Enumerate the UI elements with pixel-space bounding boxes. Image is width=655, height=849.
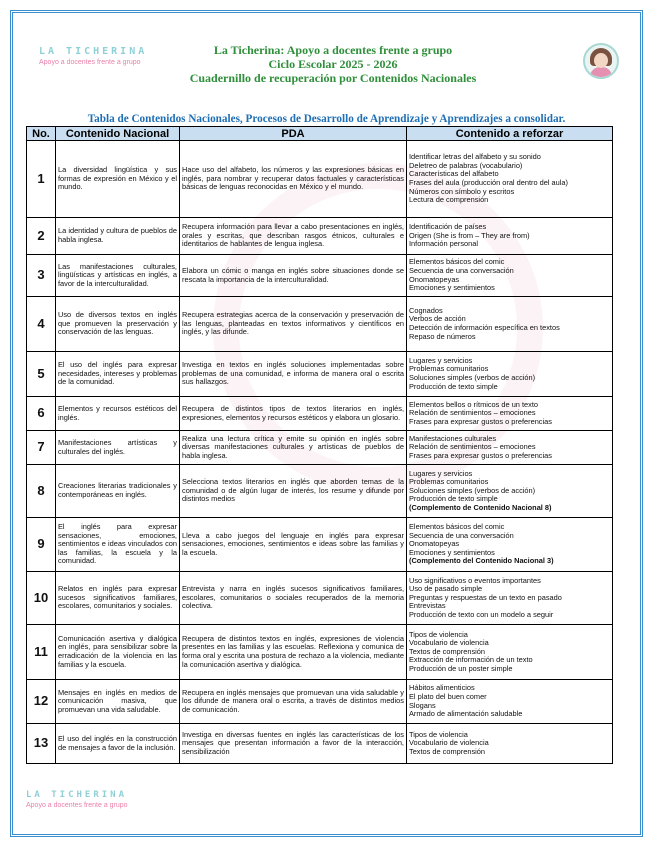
row-number: 11 [27, 625, 56, 680]
contenido-nacional-cell: Manifestaciones artísticas y culturales del inglés. [56, 431, 180, 465]
contenido-nacional-cell: La diversidad lingüística y sus formas de expresión en México y el mundo. [56, 141, 180, 218]
contenido-reforzar-cell [407, 431, 613, 465]
reforzar-item: Emociones y sentimientos [409, 547, 495, 557]
reforzar-item: Textos de comprensión [409, 646, 485, 656]
reforzar-item: Problemas comunitarios [409, 364, 489, 374]
table-row [27, 255, 613, 297]
reforzar-item: Frases para expresar gustos o preferencias [409, 450, 552, 460]
contenido-reforzar-cell [407, 297, 613, 352]
reforzar-item: Hábitos alimenticios [409, 683, 475, 693]
pda-cell: Recupera estrategias acerca de la conservación y preservación de las lenguas, planteadas en textos informativos y científicos en inglés, y las difunde. [180, 297, 407, 352]
reforzar-item: Uso significativos o eventos importantes [409, 575, 541, 585]
complement-note: (Complemento del Contenido Nacional 3) [409, 556, 554, 566]
reforzar-item: Deletreo de palabras (vocabulario) [409, 160, 523, 170]
reforzar-item: Identificar letras del alfabeto y su sonido [409, 152, 541, 162]
reforzar-item: Armado de alimentación saludable [409, 709, 523, 719]
row-number: 5 [27, 352, 56, 397]
pda-cell: Realiza una lectura crítica y emite su opinión en inglés sobre diversas manifestaciones culturales y artísticas de pueblos de habla inglesa. [180, 431, 407, 465]
logo-subtitle: Apoyo a docentes frente a grupo [39, 59, 141, 66]
reforzar-item: Elementos básicos del comic [409, 522, 505, 532]
row-number: 6 [27, 397, 56, 431]
pda-cell: Elabora un cómic o manga en inglés sobre situaciones donde se rescata la importancia de la interculturalidad. [180, 255, 407, 297]
row-number: 12 [27, 680, 56, 724]
pda-cell: Recupera información para llevar a cabo presentaciones en inglés, orales y escritas, que describan rasgos étnicos, culturales e identitarios de hablantes de lengua inglesa. [180, 218, 407, 255]
header-title-1: La Ticherina: Apoyo a docentes frente a grupo [213, 43, 453, 57]
table-row [27, 680, 613, 724]
contenido-reforzar-cell [407, 218, 613, 255]
contenido-reforzar-cell [407, 352, 613, 397]
row-number: 8 [27, 465, 56, 518]
reforzar-item: Manifestaciones culturales [409, 433, 497, 443]
row-number: 10 [27, 572, 56, 625]
reforzar-item: Producción de un poster simple [409, 663, 513, 673]
row-number: 7 [27, 431, 56, 465]
reforzar-item: Vocabulario de violencia [409, 738, 489, 748]
logo-text: LA TICHERINA [39, 46, 148, 57]
reforzar-item: Entrevistas [409, 601, 446, 611]
pda-cell: Recupera de distintos textos en inglés, expresiones de violencia presentes en las familias y las escuelas. Reflexiona y comunica de forma oral y escrita una postura de rechazo a la violencia, mediante la comunicación asertiva y dialógica. [180, 625, 407, 680]
row-number: 3 [27, 255, 56, 297]
reforzar-item: Soluciones simples (verbos de acción) [409, 485, 536, 495]
reforzar-item: Elementos básicos del comic [409, 257, 505, 267]
row-number: 1 [27, 141, 56, 218]
header-titles [163, 43, 503, 85]
reforzar-item: Frases para expresar gustos o preferencias [409, 416, 552, 426]
reforzar-item: Textos de comprensión [409, 746, 485, 756]
contenido-reforzar-cell [407, 724, 613, 764]
table-row [27, 352, 613, 397]
row-number: 4 [27, 297, 56, 352]
reforzar-item: Frases del aula (producción oral dentro del aula) [409, 178, 568, 187]
pda-cell: Investiga en diversas fuentes en inglés las características de los mensajes que presentan información a favor de la interacción, sensibilización [180, 724, 407, 764]
reforzar-item: Onomatopeyas [409, 539, 460, 549]
pda-cell: Selecciona textos literarios en inglés que aborden temas de la comunidad o de algún lugar de interés, los resume y difunde por distintos medios [180, 465, 407, 518]
reforzar-item: Características del alfabeto [409, 169, 499, 179]
contenido-reforzar-cell [407, 625, 613, 680]
table-row [27, 218, 613, 255]
pda-cell: Hace uso del alfabeto, los números y las expresiones básicas en inglés, para nombrar y recuperar datos factuales y características básicas de lenguas reconocidas en México y el mundo. [180, 141, 407, 218]
reforzar-item: Números con símbolo y escritos [409, 186, 515, 196]
reforzar-item: Lugares y servicios [409, 355, 473, 365]
contenido-reforzar-cell [407, 255, 613, 297]
header-title-2: Ciclo Escolar 2025 - 2026 [268, 57, 398, 71]
reforzar-item: Cognados [409, 305, 443, 315]
table-row [27, 572, 613, 625]
reforzar-item: Emociones y sentimientos [409, 283, 495, 293]
reforzar-item: Relación de sentimientos – emociones [409, 442, 536, 452]
contents-table [26, 126, 613, 764]
reforzar-item: Vocabulario de violencia [409, 638, 489, 648]
page-header [13, 13, 640, 108]
reforzar-item: El plato del buen comer [409, 691, 487, 701]
contenido-reforzar-cell [407, 518, 613, 572]
table-row [27, 465, 613, 518]
table-title: Tabla de Contenidos Nacionales, Procesos de Desarrollo de Aprendizaje y Aprendizajes a consolidar. [87, 113, 566, 125]
table-row [27, 625, 613, 680]
table-row [27, 724, 613, 764]
contenido-reforzar-cell [407, 572, 613, 625]
contenido-nacional-cell: Creaciones literarias tradicionales y contemporáneas en inglés. [56, 465, 180, 518]
col-header-reforzar: Contenido a reforzar [407, 127, 613, 141]
contenido-reforzar-cell [407, 680, 613, 724]
row-number: 13 [27, 724, 56, 764]
reforzar-item: Preguntas y respuestas de un texto en pasado [409, 592, 562, 602]
table-row [27, 431, 613, 465]
reforzar-item: Secuencia de una conversación [409, 530, 514, 540]
contenido-nacional-cell: Elementos y recursos estéticos del inglés. [56, 397, 180, 431]
pda-cell: Recupera de distintos tipos de textos literarios en inglés, expresiones, elementos y recursos estéticos y elabora un glosario. [180, 397, 407, 431]
footer-logo-text: LA TICHERINA [26, 790, 128, 800]
col-header-pda: PDA [180, 127, 407, 141]
contenido-nacional-cell: El inglés para expresar sensaciones, emociones, sentimientos e ideas vinculados con las familias, la escuela y la comunidad. [56, 518, 180, 572]
reforzar-item: Origen (She is from – They are from) [409, 230, 530, 240]
row-number: 9 [27, 518, 56, 572]
contenido-nacional-cell: El uso del inglés para expresar necesidades, intereses y problemas de la comunidad. [56, 352, 180, 397]
reforzar-item: Producción de texto simple [409, 381, 498, 391]
reforzar-item: Identificación de países [409, 222, 487, 232]
contenido-reforzar-cell [407, 397, 613, 431]
contenido-reforzar-cell [407, 141, 613, 218]
page-footer [26, 790, 128, 809]
contenido-nacional-cell: La identidad y cultura de pueblos de habla inglesa. [56, 218, 180, 255]
contenido-nacional-cell: Las manifestaciones culturales, lingüísticas y artísticas en inglés, a favor de la interculturalidad. [56, 255, 180, 297]
reforzar-item: Soluciones simples (verbos de acción) [409, 373, 536, 382]
table-row [27, 141, 613, 218]
reforzar-item: Extracción de información de un texto [409, 655, 533, 665]
pda-cell: Recupera en inglés mensajes que promuevan una vida saludable y los difunde de manera oral o escrita, a través de distintos medios de comunicación. [180, 680, 407, 724]
footer-logo-subtitle: Apoyo a docentes frente a grupo [26, 802, 128, 809]
pda-cell: Investiga en textos en inglés soluciones implementadas sobre problemas de una comunidad, e informa de manera oral o escrita sus hallazgos. [180, 352, 407, 397]
reforzar-item: Lectura de comprensión [409, 195, 489, 205]
col-header-contenido: Contenido Nacional [56, 127, 180, 141]
reforzar-item: Información personal [409, 239, 479, 249]
reforzar-item: Problemas comunitarios [409, 477, 489, 487]
table-header-row [27, 127, 613, 141]
table-row [27, 297, 613, 352]
col-header-no: No. [27, 127, 56, 141]
table-row [27, 397, 613, 431]
reforzar-item: Producción de texto con un modelo a seguir [409, 609, 554, 619]
contenido-nacional-cell: Uso de diversos textos en inglés que promueven la preservación y conservación de las lenguas. [56, 297, 180, 352]
row-number: 2 [27, 218, 56, 255]
reforzar-item: Relación de sentimientos – emociones [409, 408, 536, 418]
reforzar-item: Elementos bellos o rítmicos de un texto [409, 399, 538, 409]
contenido-nacional-cell: El uso del inglés en la construcción de mensajes a favor de la inclusión. [56, 724, 180, 764]
avatar-icon [583, 43, 619, 79]
header-title-3: Cuadernillo de recuperación por Contenidos Nacionales [189, 71, 477, 85]
contenido-nacional-cell: Mensajes en inglés en medios de comunicación masiva, que promuevan una vida saludable. [56, 680, 180, 724]
contenido-reforzar-cell [407, 465, 613, 518]
contenido-nacional-cell: Comunicación asertiva y dialógica en inglés, para sensibilizar sobre la erradicación de la violencia en las familias y la escuela. [56, 625, 180, 680]
reforzar-item: Slogans [409, 700, 436, 710]
pda-cell: Entrevista y narra en inglés sucesos significativos familiares, escolares, comunitarios o sociales recuperados de la memoria colectiva. [180, 572, 407, 625]
reforzar-item: Lugares y servicios [409, 468, 473, 478]
reforzar-item: Verbos de acción [409, 314, 466, 324]
reforzar-item: Onomatopeyas [409, 274, 460, 284]
pda-cell: Lleva a cabo juegos del lenguaje en inglés para expresar sensaciones, emociones, sentimientos e ideas sobre las familias y la escuela. [180, 518, 407, 572]
table-row [27, 518, 613, 572]
reforzar-item: Secuencia de una conversación [409, 265, 514, 275]
reforzar-item: Tipos de violencia [409, 629, 468, 639]
contenido-nacional-cell: Relatos en inglés para expresar sucesos significativos familiares, escolares, comunitarios y sociales. [56, 572, 180, 625]
reforzar-item: Repaso de números [409, 331, 476, 341]
reforzar-item: Detección de información específica en textos [409, 323, 560, 332]
reforzar-item: Producción de texto simple [409, 494, 498, 504]
reforzar-item: Uso de pasado simple [409, 584, 483, 594]
complement-note: (Complemento de Contenido Nacional 8) [409, 502, 552, 512]
reforzar-item: Tipos de violencia [409, 729, 468, 739]
